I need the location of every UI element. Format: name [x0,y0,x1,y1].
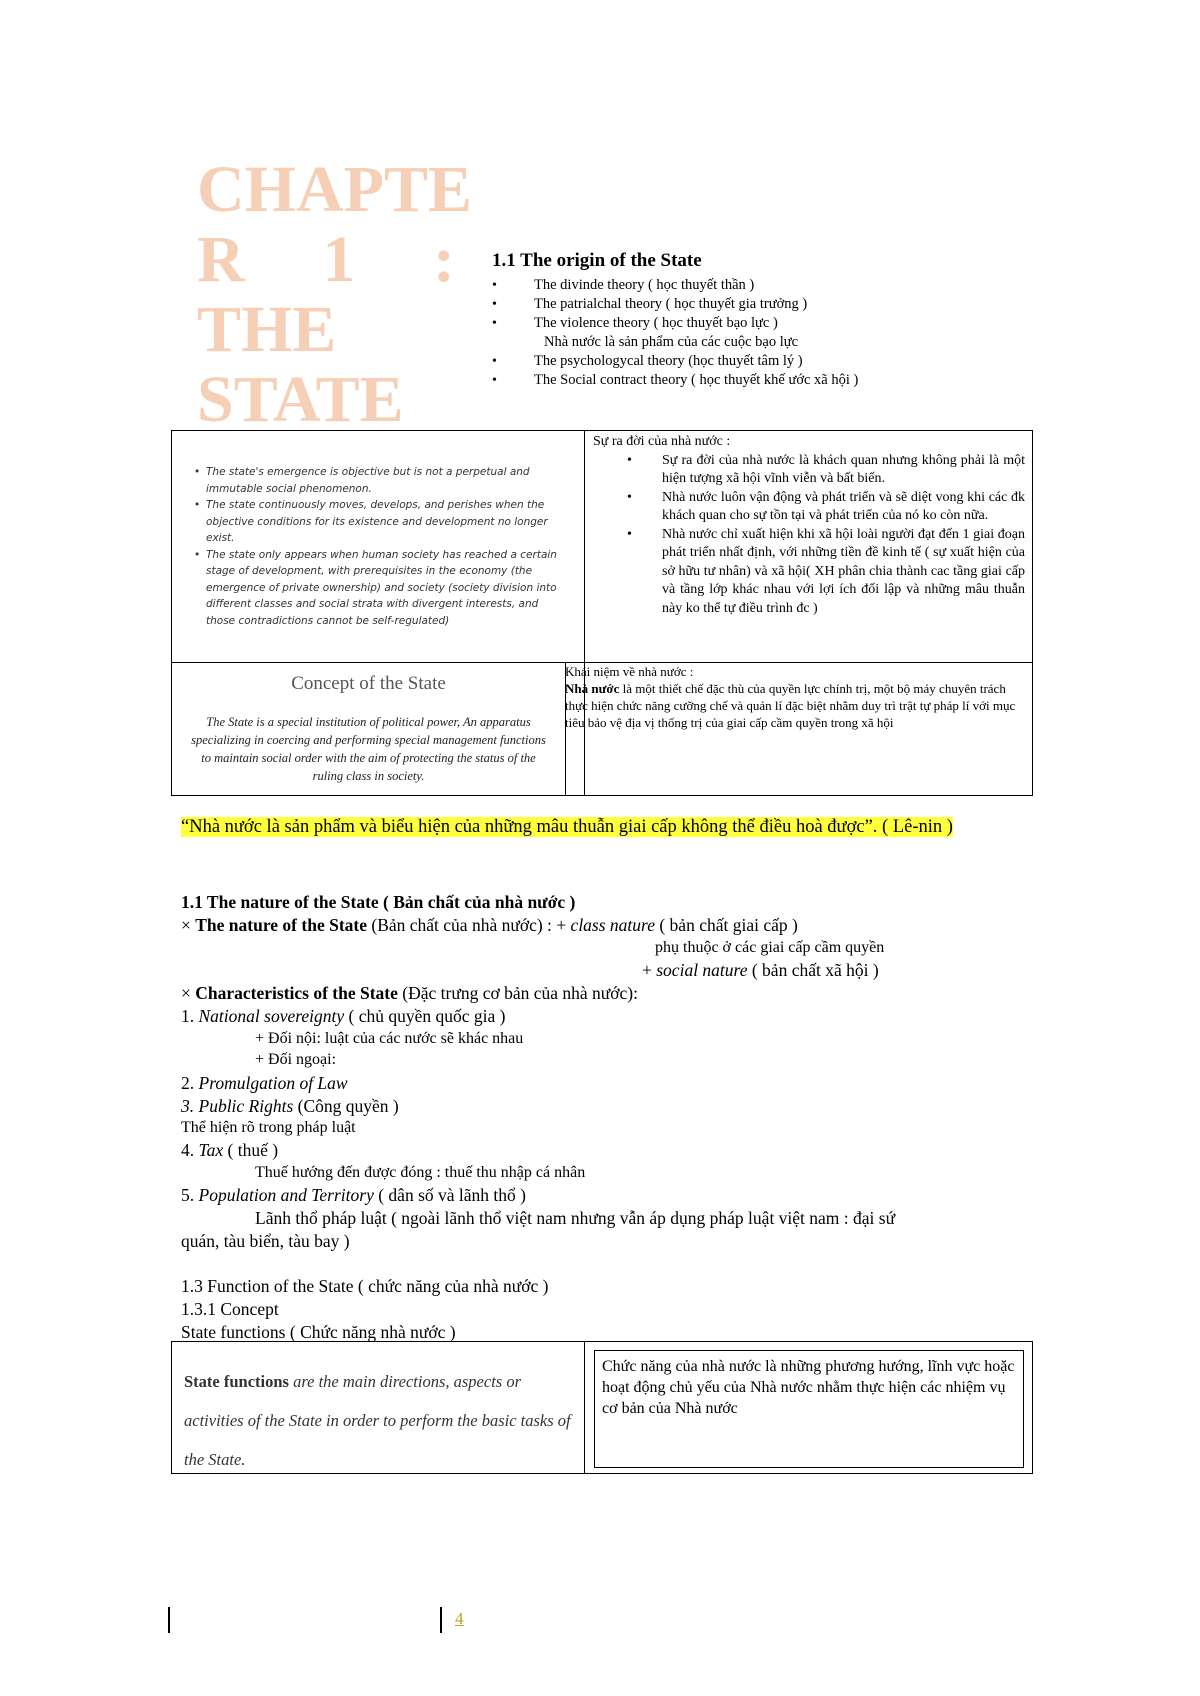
char-5b: quán, tàu biển, tàu bay ) [181,1231,350,1251]
social-nature-vn: ( bản chất xã hội ) [747,960,879,980]
class-nature-vn: ( bản chất giai cấp ) [654,915,798,935]
list-item: • The psychologycal theory (học thuyết tâm lý ) [492,352,972,371]
chapter-title [197,153,473,436]
concept-en-title: Concept of the State [291,673,446,694]
char-lead: Characteristics of the State [195,983,398,1003]
char-num: 4. [181,1140,195,1160]
origin-heading: 1.1 The origin of the State [492,250,702,271]
class-nature: class nature [570,915,655,935]
list-item: • Nhà nước chỉ xuất hiện khi xã hội loài người đạt đến 1 giai đoạn phát triển nhất định, với những tiền đề kinh tế ( sự xuất hiện của sở hữu tư nhân) và xã hội( XH phân chia thành cac tầng giai cấp và tầng lớp khác nhau với lợi ích đối lập và những mâu thuẫn này ko thể tự điều trình đc ) [585,526,1025,619]
char-4 [181,1139,1041,1162]
concept-en-body: The State is a special institution of political power, An apparatus specializing in coercing and performing special management functions to maintain social order with the aim of protecting the status of the ruling class in society. [191,715,546,783]
list-item: • Sự ra đời của nhà nước là khách quan nhưng không phải là một hiện tượng xã hội vĩnh viễn và bất biến. [585,452,1025,489]
nature-line-1 [181,914,1041,937]
nature-vn: (Bản chất của nhà nước) : + [367,915,567,935]
chapter-line-2b: 1 [322,223,356,296]
chapter-line-3: THE [197,293,337,366]
chapter-line-2c: : [433,223,455,296]
concept-vn-body: là một thiết chế đặc thù của quyền lực chính trị, một bộ máy chuyên trách thực hiện chức năng cưỡng chế và quản lí đặc biệt nhằm duy trì trật tự pháp lí với mục tiêu bảo vệ địa vị thống trị của giai cấp cầm quyền trong xã hội [565,681,1016,730]
cross-icon: × [181,915,191,935]
state-functions-en [184,1362,574,1479]
quote-text: “Nhà nước là sản phẩm và biểu hiện của những mâu thuẫn giai cấp không thể điều hoà được”. ( Lê-nin ) [181,817,953,837]
char-3a: Thể hiện rõ trong pháp luật [181,1119,356,1136]
chapter-line-2 [197,225,455,295]
list-item: Nhà nước là sản phẩm của các cuộc bạo lực [544,334,799,350]
char-num: 3. [181,1096,195,1116]
char-num: 2. [181,1073,195,1093]
list-item: • The Social contract theory ( học thuyết khế ước xã hội ) [492,371,972,390]
char-4-vn: ( thuế ) [223,1140,279,1160]
char-3 [181,1095,1041,1118]
char-2 [181,1072,1041,1095]
function-heading: 1.3 Function of the State ( chức năng của nhà nước ) [181,1276,549,1296]
char-num: 5. [181,1185,195,1205]
plus-sign: + [642,960,652,980]
char-5 [181,1184,1041,1207]
lenin-quote [181,815,991,839]
char-1b: + Đối ngoại: [255,1051,337,1068]
function-label: State functions ( Chức năng nhà nước ) [181,1322,456,1342]
function-subheading: 1.3.1 Concept [181,1299,279,1319]
chapter-line-1: CHAPTE [197,153,473,226]
char-1 [181,1005,1041,1028]
nature-line-3 [642,959,1042,982]
sf-en-lead: State functions [184,1372,289,1391]
list-item: • Nhà nước luôn vận động và phát triển và sẽ diệt vong khi các đk khách quan cho sự tồn tại và phát triển của nó ko còn nữa. [585,489,1025,526]
characteristics-line [181,982,1041,1005]
concept-en-block [172,663,565,785]
table-divider [584,1342,585,1473]
nature-heading: 1.1 The nature of the State ( Bản chất của nhà nước ) [181,892,576,912]
sf-en-body: are the main directions, aspects or activities of the State in order to perform the basic tasks of the State. [184,1372,571,1469]
social-nature: social nature [656,960,748,980]
chapter-line-2a: R [197,223,245,296]
emergence-en-list [192,464,567,629]
char-4-en: Tax [198,1140,224,1160]
char-1a: + Đối nội: luật của các nước sẽ khác nhau [255,1030,524,1047]
char-4a: Thuế hướng đến được đóng : thuế thu nhập cá nhân [255,1164,586,1181]
state-functions-vn: Chức năng của nhà nước là những phương hướng, lĩnh vực hoặc hoạt động chủ yếu của Nhà nước nhằm thực hiện các nhiệm vụ cơ bản của Nhà nước [602,1358,1015,1417]
state-emergence-table [171,430,1033,796]
char-1-vn: ( chủ quyền quốc gia ) [344,1006,506,1026]
char-3-vn: (Công quyền ) [293,1096,399,1116]
char-5-en: Population and Territory [198,1185,374,1205]
list-item: • The state continuously moves, develops, and perishes when the objective conditions for its existence and development no longer exist. [192,497,567,547]
char-vn: (Đặc trưng cơ bản của nhà nước): [397,983,638,1003]
state-functions-table [171,1341,1033,1474]
nature-lead: The nature of the State [195,915,367,935]
concept-vn-title: Khái niệm về nhà nước : [565,664,694,679]
list-item: • The patrialchal theory ( học thuyết gia trưởng ) [492,295,972,314]
chapter-line-4: STATE [197,363,404,436]
origin-list [492,276,972,390]
footer-divider [168,1607,170,1633]
emergence-vn-title: Sự ra đời của nhà nước : [593,434,731,449]
char-5-vn: ( dân số và lãnh thổ ) [373,1185,526,1205]
origin-section [492,250,972,390]
concept-vn-lead: Nhà nước [565,681,620,696]
emergence-vn-block [585,433,1025,618]
list-item: • The state only appears when human society has reached a certain stage of development, with prerequisites in the economy (the emergence of private ownership) and society (society division into different classes and social strata with divergent interests, and those contradictions cannot be self-regulated) [192,547,567,630]
concept-vn-text [565,680,1025,731]
page-number[interactable]: 4 [455,1609,464,1628]
cross-icon: × [181,983,191,1003]
char-5a: Lãnh thổ pháp luật ( ngoài lãnh thổ việt nam nhưng vẫn áp dụng pháp luật việt nam : đại sứ [255,1208,896,1228]
footer-divider [440,1607,442,1633]
char-1-en: National sovereignty [198,1006,345,1026]
list-item: • The state's emergence is objective but is not a perpetual and immutable social phenomenon. [192,464,567,497]
nature-line-2: phụ thuộc ở các giai cấp cầm quyền [655,939,885,956]
char-3-en: Public Rights [198,1096,294,1116]
char-num: 1. [181,1006,195,1026]
char-2-en: Promulgation of Law [198,1073,348,1093]
concept-vn-block [565,663,1025,731]
list-item: • The violence theory ( học thuyết bạo lực ) [492,314,972,333]
list-item: • The divinde theory ( học thuyết thần ) [492,276,972,295]
